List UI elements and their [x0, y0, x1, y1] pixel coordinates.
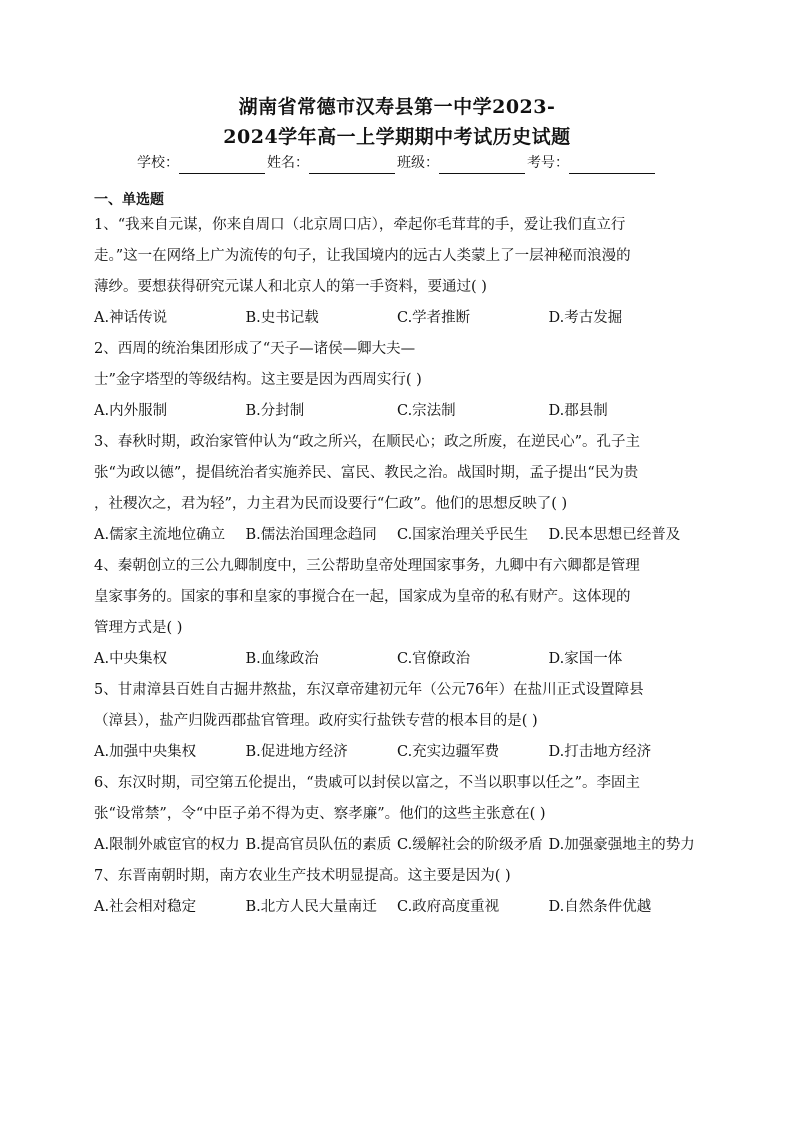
- question-stem-line: 6、东汉时期，司空第五伦提出，“贵戚可以封侯以富之，不当以职事以任之”。李固主: [94, 775, 641, 791]
- option-d[interactable]: D.郡县制: [548, 403, 608, 419]
- question-2: [94, 334, 700, 427]
- question-1: [94, 210, 700, 334]
- name-blank[interactable]: [309, 157, 395, 174]
- option-d[interactable]: D.加强豪强地主的势力: [548, 837, 695, 853]
- option-group: [94, 830, 700, 861]
- question-7: [94, 861, 700, 923]
- exam-number-blank[interactable]: [569, 157, 655, 174]
- option-c[interactable]: C.官僚政治: [397, 651, 471, 667]
- option-a[interactable]: A.神话传说: [94, 310, 168, 326]
- question-stem-line: 管理方式是( ): [94, 620, 183, 636]
- school-label: 学校：: [137, 155, 179, 171]
- class-label: 班级：: [397, 155, 439, 171]
- option-c[interactable]: C.缓解社会的阶级矛盾: [397, 837, 543, 853]
- question-stem-line: （漳县），盐产归陇西郡盐官管理。政府实行盐铁专营的根本目的是( ): [94, 713, 538, 729]
- name-label: 姓名：: [267, 155, 309, 171]
- question-stem-line: 薄纱。要想获得研究元谋人和北京人的第一手资料，要通过( ): [94, 279, 487, 295]
- school-blank[interactable]: [179, 157, 265, 174]
- option-b[interactable]: B.史书记载: [245, 310, 319, 326]
- option-group: [94, 737, 700, 768]
- question-stem-line: 皇家事务的。国家的事和皇家的事搅合在一起，国家成为皇帝的私有财产。这体现的: [94, 589, 631, 605]
- option-b[interactable]: B.血缘政治: [245, 651, 319, 667]
- option-a[interactable]: A.加强中央集权: [94, 744, 197, 760]
- option-b[interactable]: B.北方人民大量南迁: [245, 899, 377, 915]
- student-info-row: [94, 152, 700, 174]
- option-c[interactable]: C.学者推断: [397, 310, 471, 326]
- question-stem-line: 5、甘肃漳县百姓自古掘井熬盐，东汉章帝建初元年（公元76年）在盐川正式设置障县: [94, 682, 644, 698]
- question-stem-line: 士”金字塔型的等级结构。这主要是因为西周实行( ): [94, 372, 422, 388]
- option-group: [94, 892, 700, 923]
- question-stem-line: 2、西周的统治集团形成了“天子—诸侯—卿大夫—: [94, 341, 416, 357]
- exam-header: [94, 0, 700, 174]
- question-stem-line: 1、“我来自元谋，你来自周口（北京周口店），牵起你毛茸茸的手，爱让我们直立行: [94, 217, 626, 233]
- question-stem-line: 3、春秋时期，政治家管仲认为“政之所兴，在顺民心；政之所废，在逆民心”。孔子主: [94, 434, 641, 450]
- option-c[interactable]: C.宗法制: [397, 403, 456, 419]
- option-b[interactable]: B.儒法治国理念趋同: [245, 527, 377, 543]
- option-d[interactable]: D.考古发掘: [548, 310, 623, 326]
- option-a[interactable]: A.儒家主流地位确立: [94, 527, 226, 543]
- option-a[interactable]: A.社会相对稳定: [94, 899, 197, 915]
- option-d[interactable]: D.自然条件优越: [548, 899, 652, 915]
- question-list: [94, 210, 700, 923]
- exam-title-line-1: 湖南省常德市汉寿县第一中学2023-: [238, 96, 556, 118]
- option-a[interactable]: A.限制外戚宦官的权力: [94, 837, 240, 853]
- question-stem-line: 张“为政以德”，提倡统治者实施养民、富民、教民之治。战国时期，孟子提出“民为贵: [94, 465, 639, 481]
- option-group: [94, 520, 700, 551]
- question-5: [94, 675, 700, 768]
- option-c[interactable]: C.国家治理关乎民生: [397, 527, 529, 543]
- question-3: [94, 427, 700, 551]
- option-c[interactable]: C.政府高度重视: [397, 899, 500, 915]
- section-title: 一、单选题: [94, 192, 164, 208]
- option-d[interactable]: D.家国一体: [548, 651, 623, 667]
- option-b[interactable]: B.分封制: [245, 403, 305, 419]
- option-group: [94, 644, 700, 675]
- option-a[interactable]: A.中央集权: [94, 651, 168, 667]
- exam-title-line-2: 2024学年高一上学期期中考试历史试题: [223, 126, 571, 148]
- option-a[interactable]: A.内外服制: [94, 403, 168, 419]
- option-d[interactable]: D.打击地方经济: [548, 744, 652, 760]
- option-b[interactable]: B.促进地方经济: [245, 744, 348, 760]
- question-stem-line: ，社稷次之，君为轻”，力主君为民而设要行“仁政”。他们的思想反映了( ): [94, 496, 568, 512]
- question-4: [94, 551, 700, 675]
- option-group: [94, 396, 700, 427]
- exam-number-label: 考号：: [527, 155, 569, 171]
- option-b[interactable]: B.提高官员队伍的素质: [245, 837, 392, 853]
- option-group: [94, 303, 700, 334]
- question-stem-line: 4、秦朝创立的三公九卿制度中，三公帮助皇帝处理国家事务，九卿中有六卿都是管理: [94, 558, 640, 574]
- question-stem-line: 走。”这一在网络上广为流传的句子，让我国境内的远古人类蒙上了一层神秘而浪漫的: [94, 248, 631, 264]
- question-6: [94, 768, 700, 861]
- option-c[interactable]: C.充实边疆军费: [397, 744, 500, 760]
- option-d[interactable]: D.民本思想已经普及: [548, 527, 681, 543]
- question-stem-line: 张“设常禁”，令“中臣子弟不得为吏、察孝廉”。他们的这些主张意在( ): [94, 806, 546, 822]
- question-stem-line: 7、东晋南朝时期，南方农业生产技术明显提高。这主要是因为( ): [94, 868, 511, 884]
- class-blank[interactable]: [439, 157, 525, 174]
